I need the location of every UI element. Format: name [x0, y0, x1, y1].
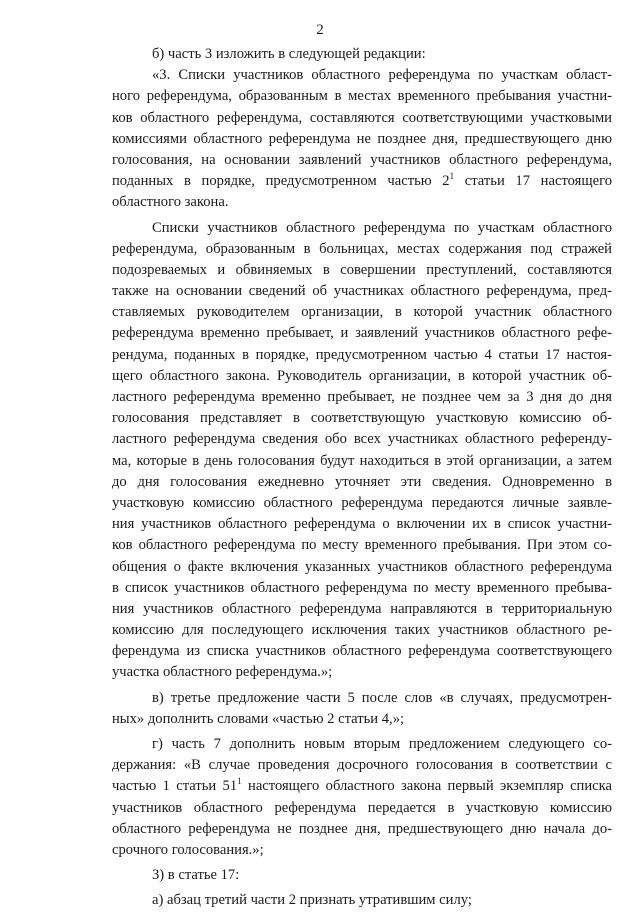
text-line: участковую комиссию областного референдума передаются личные заявле- — [112, 494, 612, 511]
text-line: поданных в порядке, предусмотренном частью $2^1$ статьи 17 настоящего — [112, 171, 612, 190]
text-line: ластного референдума сведения обо всех участниках областного референду- — [112, 431, 612, 448]
text-line: общения о факте включения указанных участников областного референдума — [112, 558, 612, 575]
text-line: 3) в статье 17: — [152, 867, 240, 884]
text-line: Списки участников областного референдума по участкам областного — [152, 219, 612, 236]
text-line: ного референдума, образованным в местах временного пребывания участни- — [112, 88, 612, 105]
text-line: голосования, на основании заявлений участников областного референдума, — [112, 151, 612, 168]
superscript: 1 — [449, 171, 455, 182]
text-line: комиссию для последующего исключения таких участников областного ре- — [112, 622, 612, 639]
text-line: щего областного закона. Руководитель организации, в которой участник об- — [112, 367, 612, 384]
text-line: ных» дополнить словами «частью 2 статьи 4,»; — [112, 710, 405, 727]
text-line: голосования представляет в соответствующую участковую комиссию об- — [112, 410, 612, 427]
text-line: «3. Списки участников областного референдума по участкам област- — [152, 67, 612, 84]
text-line: срочного голосования.»; — [112, 841, 264, 858]
text-line: также на основании сведений об участниках областного референдума, пред- — [112, 283, 612, 300]
text-line: подозреваемых и обвиняемых в совершении преступлений, составляются — [112, 261, 612, 278]
text-line: ма, которые в день голосования будут находиться в этой организации, а затем — [112, 452, 612, 469]
document-body — [112, 44, 612, 912]
text-line: областного референдума не позднее дня, предшествующего дню начала до- — [112, 820, 612, 837]
text-line: ставляемых руководителем организации, в которой участник областного — [112, 304, 612, 321]
text-line: референдума, образованным в больницах, местах содержания под стражей — [112, 240, 612, 257]
text-line: до дня голосования ежедневно уточняет эти сведения. Одновременно в — [112, 473, 612, 490]
text-line: б) часть 3 изложить в следующей редакции: — [152, 46, 426, 62]
text-line: а) абзац третий части 2 признать утратившим силу; — [152, 892, 472, 909]
text-line: рендума, поданных в порядке, предусмотренном частью 4 статьи 17 настоя- — [112, 346, 612, 363]
text-line: держания: «В случае проведения досрочного голосования в соответствии с — [112, 757, 612, 774]
text-line: ния участников областного референдума о включении их в список участни- — [112, 516, 612, 533]
text-line: комиссиями областного референдума не позднее дня, предшествующего дню — [112, 130, 612, 147]
superscript: 1 — [237, 776, 242, 787]
text-line: частью 1 статьи $51^1$ настоящего областного закона первый экземпляр списка — [112, 776, 612, 795]
text-line: областного закона. — [112, 194, 229, 211]
text-line: ков областного референдума, составляются соответствующими участковыми — [112, 109, 612, 126]
text-line: в) третье предложение части 5 после слов «в случаях, предусмотрен- — [152, 689, 612, 706]
text-line: референдума временно пребывает, и заявлений участников областного рефе- — [112, 325, 612, 342]
text-line: г) часть 7 дополнить новым вторым предложением следующего со- — [152, 736, 612, 752]
text-line: участников областного референдума передается в участковую комиссию — [112, 799, 612, 816]
text-line: ния участников областного референдума направляются в территориальную — [112, 600, 612, 617]
text-line: ферендума из списка участников областного референдума соответствующего — [112, 643, 612, 660]
text-line: участка областного референдума.»; — [112, 664, 333, 681]
text-line: в список участников областного референдума по месту временного пребыва- — [112, 579, 612, 596]
text-line: ков областного референдума по месту временного пребывания. При этом со- — [112, 537, 612, 554]
page-number: 2 — [316, 22, 324, 38]
text-line: ластного референдума временно пребывает, не позднее чем за 3 дня до дня — [112, 389, 612, 405]
